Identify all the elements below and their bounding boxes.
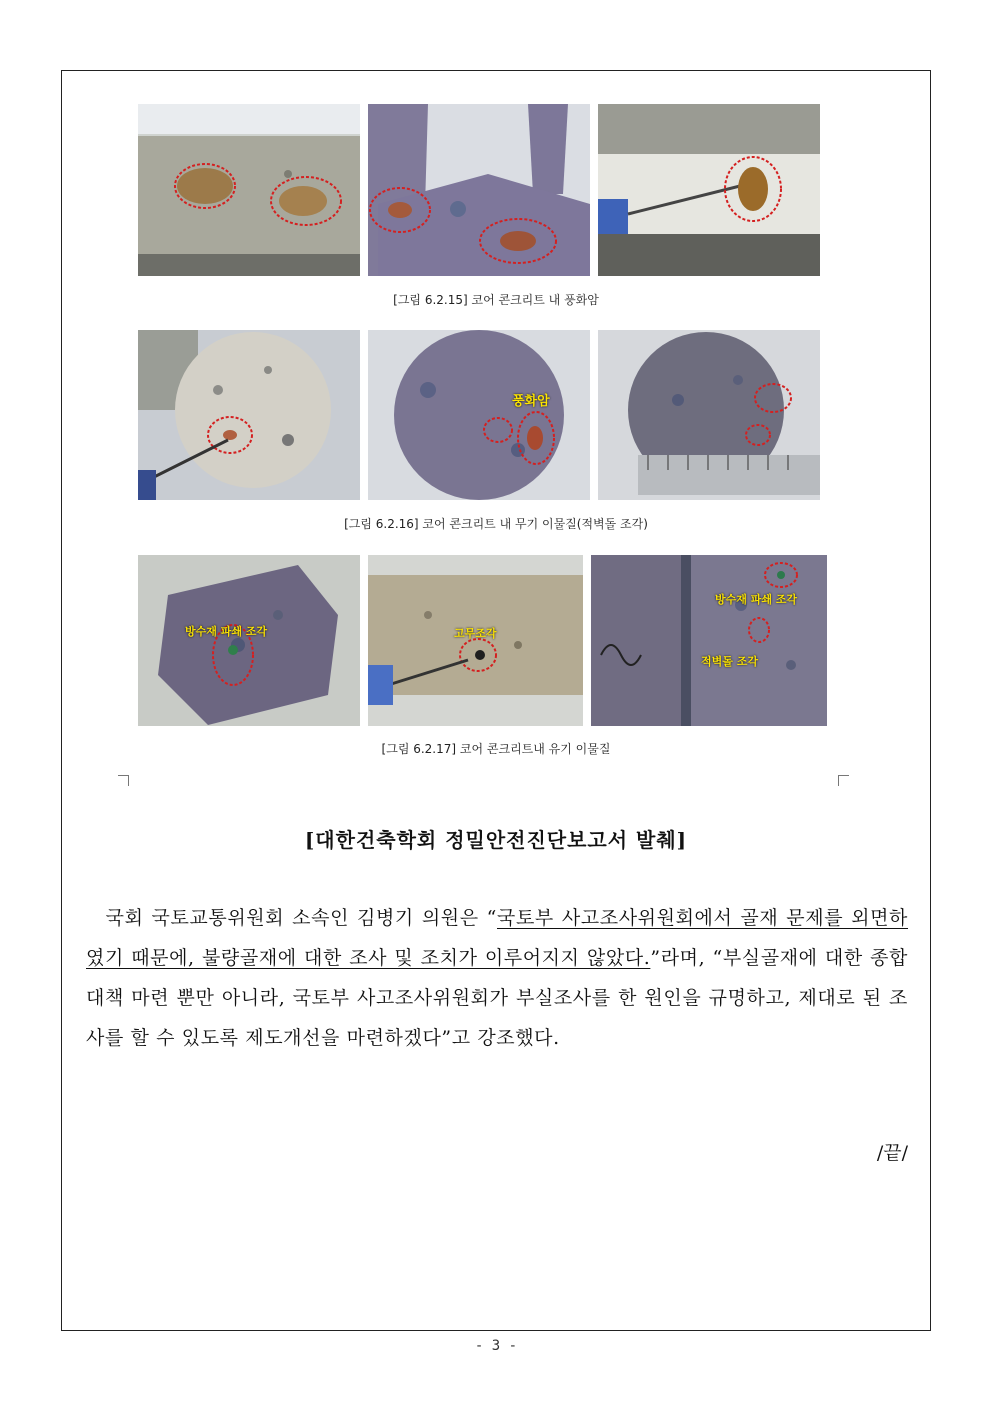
organic-debris-photo-3	[591, 555, 827, 726]
section-heading: [대한건축학회 정밀안전진단보고서 발췌]	[304, 828, 688, 852]
figure-caption: [그림 6.2.16] 코어 콘크리트 내 무기 이물질(적벽돌 조각)	[344, 517, 648, 531]
body-paragraph	[86, 898, 908, 1058]
page-number: - 3 -	[474, 1338, 518, 1354]
figure-6-2-17-photos	[138, 555, 827, 726]
figure-6-2-16-photos	[138, 330, 820, 500]
figure-caption: [그림 6.2.17] 코어 콘크리트내 유기 이물질	[381, 742, 611, 756]
organic-debris-photo-1	[138, 555, 360, 726]
overlay-label: 적벽돌 조각	[701, 655, 758, 668]
paragraph-lead: 국회 국토교통위원회 소속인 김병기 의원은 “	[105, 907, 497, 929]
corner-mark-left	[118, 775, 129, 786]
quoted-statement: 국토부 사고조사위원회에서 골재 문제를 외면하였기 때문에, 불량골재에 대한 조사 및 조치가 이루어지지 않았다.	[86, 907, 909, 969]
end-mark: /끝/	[876, 1142, 908, 1164]
core-photo-weathered-rock-3	[598, 104, 820, 276]
core-section-photo-3	[598, 330, 820, 500]
overlay-label: 고무조각	[454, 627, 497, 640]
core-photo-weathered-rock-1	[138, 104, 360, 276]
paragraph-rest: ”라며, “부실골재에 대한 종합 대책 마련 뿐만 아니라, 국토부 사고조사위원회가 부실조사를 한 원인을 규명하고, 제대로 된 조사를 할 수 있도록 제도개선을 마련하겠다”고 강조했다.	[86, 947, 908, 1049]
core-photo-weathered-rock-2	[368, 104, 590, 276]
corner-mark-right	[838, 775, 849, 786]
figure-caption: [그림 6.2.15] 코어 콘크리트 내 풍화암	[393, 293, 599, 307]
overlay-label: 방수재 파쇄 조각	[715, 593, 798, 606]
figure-6-2-15-photos	[138, 104, 820, 276]
overlay-label: 방수재 파쇄 조각	[185, 625, 268, 638]
core-section-photo-2	[368, 330, 590, 500]
overlay-label: 풍화암	[512, 394, 550, 409]
core-section-photo-1	[138, 330, 360, 500]
organic-debris-photo-2	[368, 555, 583, 726]
